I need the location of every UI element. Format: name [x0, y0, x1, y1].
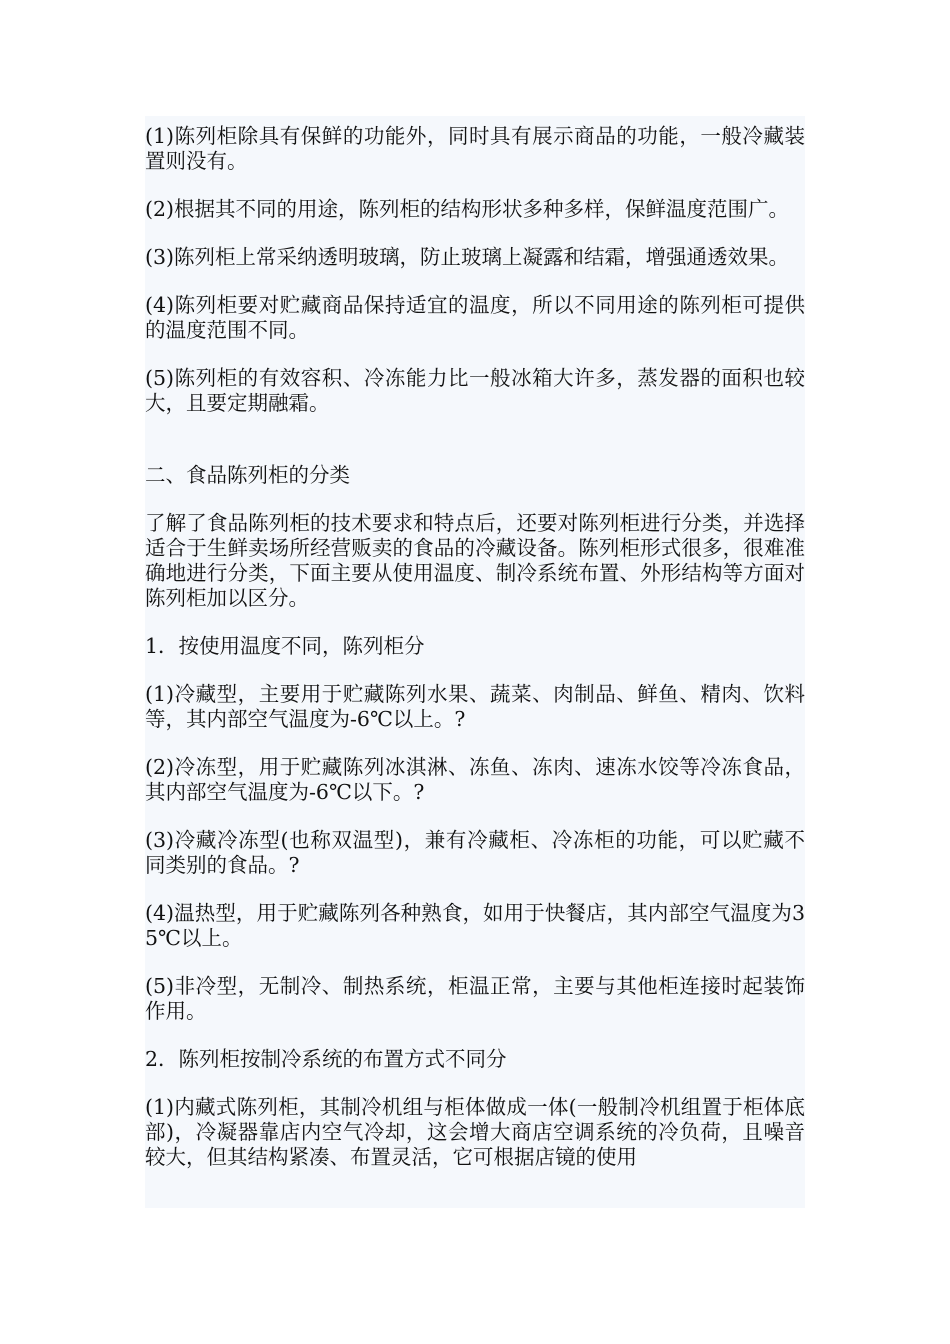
- paragraph-temp-5: (5)非冷型，无制冷、制热系统，柜温正常，主要与其他柜连接时起装饰作用。: [145, 974, 805, 1023]
- paragraph-feature-4: (4)陈列柜要对贮藏商品保持适宜的温度，所以不同用途的陈列柜可提供的温度范围不同。: [145, 293, 805, 342]
- paragraph-feature-3: (3)陈列柜上常采纳透明玻璃，防止玻璃上凝露和结霜，增强通透效果。: [145, 245, 790, 269]
- paragraph-feature-2: (2)根据其不同的用途，陈列柜的结构形状多种多样，保鲜温度范围广。: [145, 197, 790, 221]
- section-heading: 二、食品陈列柜的分类: [145, 463, 350, 487]
- paragraph-refrigeration-1: (1)内藏式陈列柜，其制冷机组与柜体做成一体(一般制冷机组置于柜体底部)，冷凝器靠店内空气冷却，这会增大商店空调系统的冷负荷，且噪音较大，但其结构紧凑、布置灵活，它可根据店镜的使用: [145, 1095, 805, 1169]
- paragraph-feature-1: (1)陈列柜除具有保鲜的功能外，同时具有展示商品的功能，一般冷藏装置则没有。: [145, 124, 805, 173]
- paragraph-temp-2: (2)冷冻型，用于贮藏陈列冰淇淋、冻鱼、冻肉、速冻水饺等冷冻食品，其内部空气温度为-6℃以下。?: [145, 755, 805, 804]
- subheading-by-refrigeration: 2．陈列柜按制冷系统的布置方式不同分: [145, 1047, 507, 1071]
- subheading-by-temperature: 1．按使用温度不同，陈列柜分: [145, 634, 425, 658]
- paragraph-temp-4: (4)温热型，用于贮藏陈列各种熟食，如用于快餐店，其内部空气温度为35℃以上。: [145, 901, 805, 950]
- paragraph-intro: 了解了食品陈列柜的技术要求和特点后，还要对陈列柜进行分类，并选择适合于生鲜卖场所经营贩卖的食品的冷藏设备。陈列柜形式很多，很难准确地进行分类，下面主要从使用温度、制冷系统布置、外形结构等方面对陈列柜加以区分。: [145, 511, 805, 610]
- paragraph-temp-3: (3)冷藏冷冻型(也称双温型)，兼有冷藏柜、冷冻柜的功能，可以贮藏不同类别的食品。?: [145, 828, 805, 877]
- document-body: [145, 116, 805, 1208]
- paragraph-temp-1: (1)冷藏型，主要用于贮藏陈列水果、蔬菜、肉制品、鲜鱼、精肉、饮料等，其内部空气温度为-6℃以上。?: [145, 682, 805, 731]
- paragraph-feature-5: (5)陈列柜的有效容积、冷冻能力比一般冰箱大许多，蒸发器的面积也较大，且要定期融霜。: [145, 366, 805, 415]
